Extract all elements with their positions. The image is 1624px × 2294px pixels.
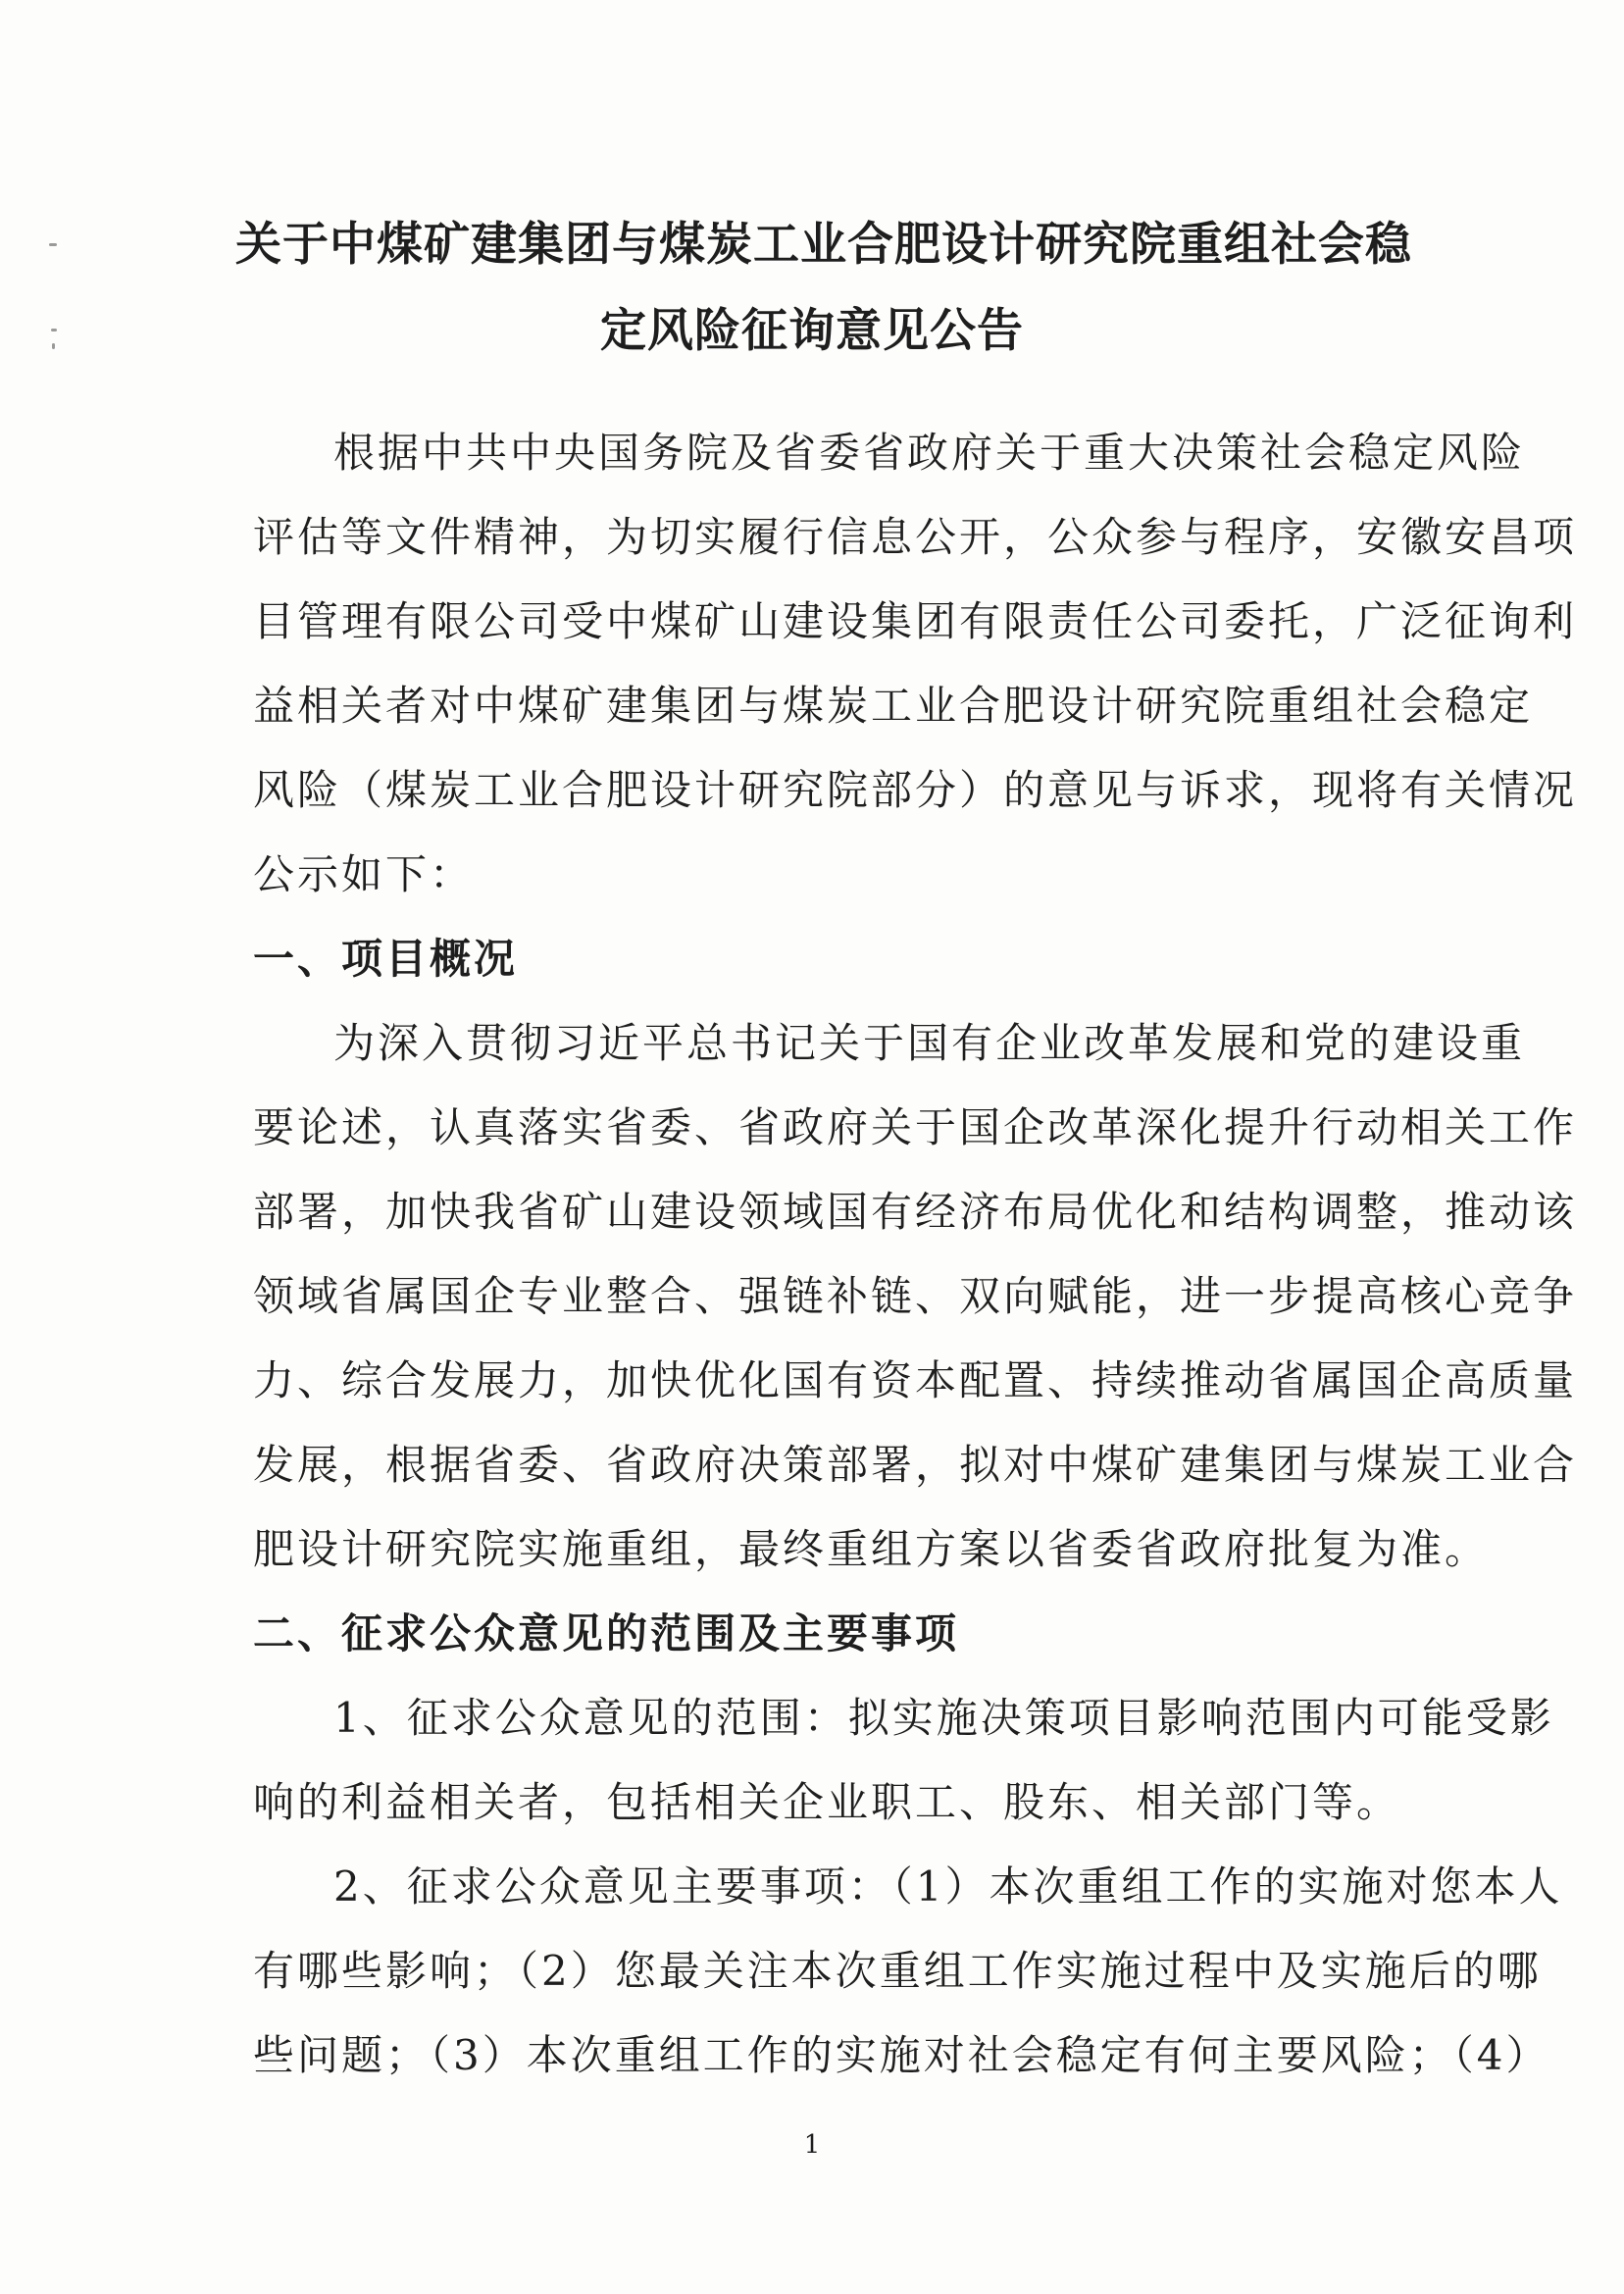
body-line: 评估等文件精神，为切实履行信息公开，公众参与程序，安徽安昌项 — [253, 513, 1578, 561]
body-line: 力、综合发展力，加快优化国有资本配置、持续推动省属国企高质量 — [253, 1356, 1578, 1404]
body-line: 2、征求公众意见主要事项：（1）本次重组工作的实施对您本人 — [333, 1862, 1563, 1911]
scan-speck — [51, 329, 57, 331]
document-title-line-2: 定风险征询意见公告 — [600, 304, 1024, 358]
body-line: 些问题；（3）本次重组工作的实施对社会稳定有何主要风险；（4） — [253, 2031, 1550, 2079]
body-line: 响的利益相关者，包括相关企业职工、股东、相关部门等。 — [253, 1778, 1401, 1826]
scan-speck — [52, 343, 55, 349]
page-number: 1 — [803, 2130, 821, 2160]
body-line: 为深入贯彻习近平总书记关于国有企业改革发展和党的建设重 — [333, 1019, 1526, 1067]
section-heading-1: 一、项目概况 — [253, 935, 519, 983]
body-line: 要论述，认真落实省委、省政府关于国企改革深化提升行动相关工作 — [253, 1103, 1578, 1151]
body-line: 部署，加快我省矿山建设领域国有经济布局优化和结构调整，推动该 — [253, 1188, 1578, 1236]
body-line: 发展，根据省委、省政府决策部署，拟对中煤矿建集团与煤炭工业合 — [253, 1441, 1578, 1489]
body-line: 风险（煤炭工业合肥设计研究院部分）的意见与诉求，现将有关情况 — [253, 766, 1578, 814]
body-line: 1、征求公众意见的范围：拟实施决策项目影响范围内可能受影 — [333, 1694, 1554, 1742]
section-heading-2: 二、征求公众意见的范围及主要事项 — [253, 1609, 960, 1657]
body-line: 肥设计研究院实施重组，最终重组方案以省委省政府批复为准。 — [253, 1525, 1490, 1573]
document-title-line-1: 关于中煤矿建集团与煤炭工业合肥设计研究院重组社会稳 — [235, 218, 1412, 272]
body-line: 目管理有限公司受中煤矿山建设集团有限责任公司委托，广泛征询利 — [253, 597, 1578, 645]
body-line: 领域省属国企专业整合、强链补链、双向赋能，进一步提高核心竞争 — [253, 1272, 1578, 1320]
body-line: 根据中共中央国务院及省委省政府关于重大决策社会稳定风险 — [333, 429, 1526, 477]
body-line: 公示如下： — [253, 850, 475, 898]
body-line: 有哪些影响；（2）您最关注本次重组工作实施过程中及实施后的哪 — [253, 1947, 1542, 1995]
body-line: 益相关者对中煤矿建集团与煤炭工业合肥设计研究院重组社会稳定 — [253, 682, 1534, 730]
scan-speck — [49, 243, 57, 246]
